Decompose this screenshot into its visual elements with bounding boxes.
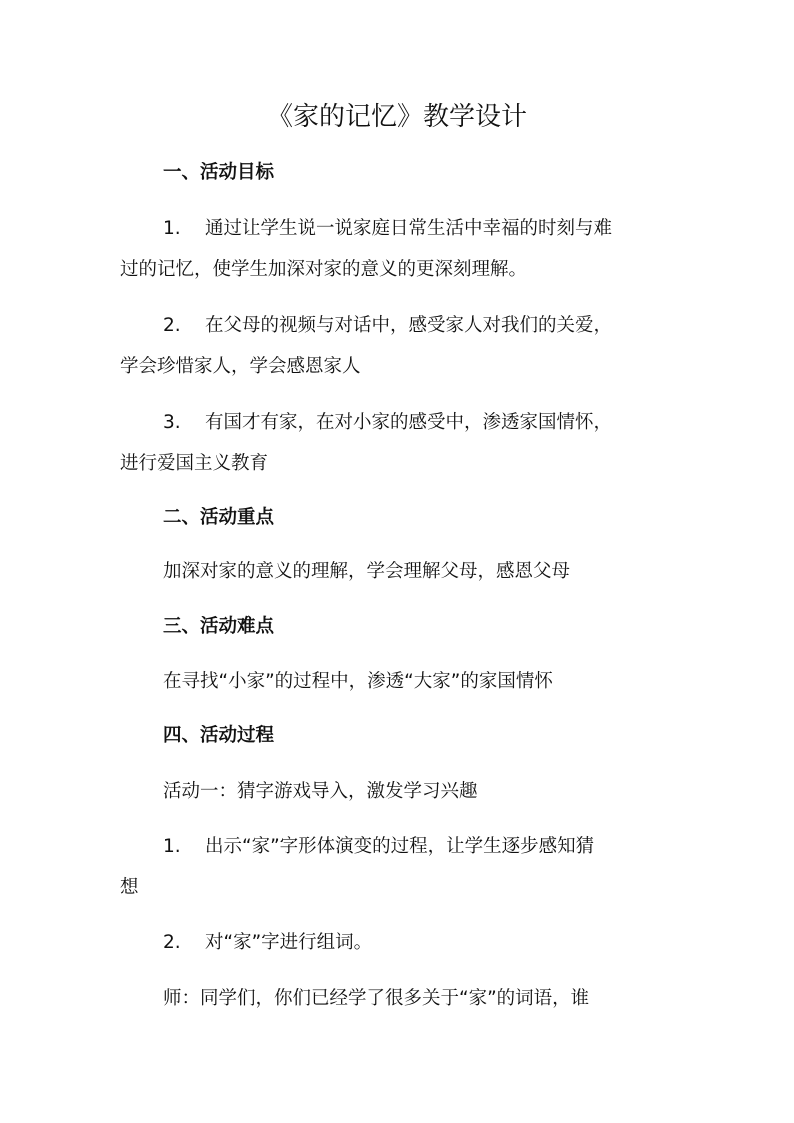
step-1-text: 出示“家”字形体演变的过程，让学生逐步感知猜 xyxy=(205,836,595,857)
difficulties-text: 在寻找“小家”的过程中，渗透“大家”的家国情怀 xyxy=(163,671,553,692)
goal-2-line-1 xyxy=(163,310,683,342)
goal-1-line-2: 过的记忆，使学生加深对家的意义的更深刻理解。 xyxy=(120,259,528,280)
goal-3-line-2: 进行爱国主义教育 xyxy=(120,453,269,474)
teacher-dialogue-line: 师：同学们，你们已经学了很多关于“家”的词语，谁 xyxy=(163,988,590,1009)
key-points-text: 加深对家的意义的理解，学会理解父母，感恩父母 xyxy=(163,561,571,582)
document-title: 《家的记忆》教学设计 xyxy=(266,102,527,132)
goal-3-number: 3. xyxy=(163,412,181,433)
goal-1-text: 通过让学生说一说家庭日常生活中幸福的时刻与难 xyxy=(205,218,613,239)
section-heading-key-points: 二、活动重点 xyxy=(163,507,275,528)
goal-1-number: 1. xyxy=(163,218,181,239)
goal-1-line-1 xyxy=(163,213,683,245)
goal-2-number: 2. xyxy=(163,315,181,336)
step-2-number: 2. xyxy=(163,932,181,953)
goal-2-line-2: 学会珍惜家人，学会感恩家人 xyxy=(120,356,361,377)
step-1-line-1 xyxy=(163,831,683,863)
step-1-line-2: 想 xyxy=(120,877,139,898)
section-heading-difficulties: 三、活动难点 xyxy=(163,616,275,637)
step-2-line-1 xyxy=(163,927,683,959)
step-2-text: 对“家”字进行组词。 xyxy=(205,932,373,953)
section-heading-process: 四、活动过程 xyxy=(163,725,275,746)
activity-1-title: 活动一：猜字游戏导入，激发学习兴趣 xyxy=(163,781,478,802)
section-heading-goals: 一、活动目标 xyxy=(163,162,275,183)
goal-3-text: 有国才有家，在对小家的感受中，渗透家国情怀， xyxy=(205,412,613,433)
step-1-number: 1. xyxy=(163,836,181,857)
goal-2-text: 在父母的视频与对话中，感受家人对我们的关爱， xyxy=(205,315,613,336)
goal-3-line-1 xyxy=(163,407,683,439)
